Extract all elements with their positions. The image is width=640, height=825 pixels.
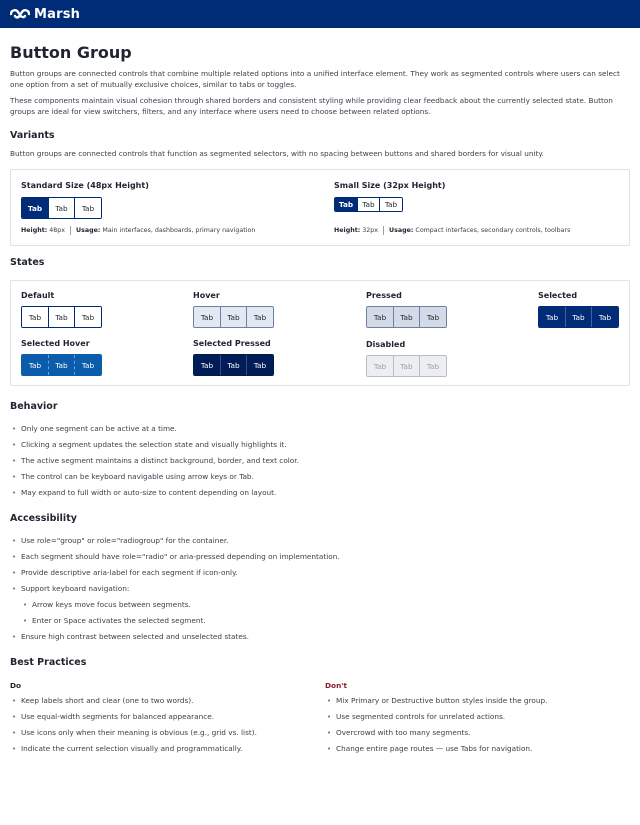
selected-pressed-tab-3[interactable]: Tab	[247, 355, 273, 375]
states-heading: States	[10, 257, 45, 268]
small-meta	[334, 226, 570, 235]
standard-usage-label: Usage:	[75, 227, 101, 234]
variants-heading: Variants	[10, 130, 55, 141]
state-hover-label: Hover	[193, 291, 220, 300]
dont-label: Don't	[325, 681, 347, 690]
list-item: • Use role="group" or role="radiogroup" for the container.	[10, 536, 340, 552]
disabled-button-group	[366, 355, 447, 377]
selected-tab-1[interactable]: Tab	[539, 307, 566, 327]
dont-list	[325, 696, 547, 760]
list-item: • Use equal-width segments for balanced appearance.	[10, 712, 257, 728]
list-item: • Mix Primary or Destructive button styles inside the group.	[325, 696, 547, 712]
pressed-tab-2[interactable]: Tab	[394, 307, 420, 327]
list-item: • Keep labels short and clear (one to two words).	[10, 696, 257, 712]
standard-height-value: 48px	[49, 227, 65, 234]
meta-divider	[383, 226, 384, 235]
state-disabled-label: Disabled	[366, 340, 406, 349]
brand-name: Marsh	[34, 6, 81, 22]
pressed-tab-1[interactable]: Tab	[367, 307, 394, 327]
selected-hover-tab-2[interactable]: Tab	[49, 355, 75, 375]
state-selected-label: Selected	[538, 291, 578, 300]
selected-pressed-tab-2[interactable]: Tab	[221, 355, 247, 375]
meta-divider	[70, 226, 71, 235]
list-item: • The control can be keyboard navigable using arrow keys or Tab.	[10, 472, 299, 488]
top-bar	[0, 0, 640, 28]
selected-pressed-tab-1[interactable]: Tab	[194, 355, 221, 375]
standard-tab-3[interactable]: Tab	[75, 198, 101, 218]
selected-tab-2[interactable]: Tab	[566, 307, 592, 327]
behavior-list	[10, 424, 299, 504]
list-item: • Support keyboard navigation:	[10, 584, 340, 600]
accessibility-heading: Accessibility	[10, 513, 77, 524]
default-tab-2[interactable]: Tab	[49, 307, 75, 327]
list-item: • Only one segment can be active at a time.	[10, 424, 299, 440]
standard-usage-value: Main interfaces, dashboards, primary navigation	[102, 227, 256, 234]
default-button-group	[21, 306, 102, 328]
list-item: • Ensure high contrast between selected and unselected states.	[10, 632, 340, 648]
selected-button-group	[538, 306, 619, 328]
page-title: Button Group	[10, 43, 132, 62]
small-size-label: Small Size (32px Height)	[334, 181, 446, 190]
default-tab-3[interactable]: Tab	[75, 307, 101, 327]
marsh-logo-icon	[10, 8, 30, 20]
list-item: • Each segment should have role="radio" or aria-pressed depending on implementation.	[10, 552, 340, 568]
small-height-value: 32px	[362, 227, 378, 234]
list-item: • Overcrowd with too many segments.	[325, 728, 547, 744]
behavior-heading: Behavior	[10, 401, 58, 412]
variants-subtitle: Button groups are connected controls that function as segmented selectors, with no spacing between buttons and shared borders for visual unity.	[10, 149, 544, 158]
hover-tab-2[interactable]: Tab	[221, 307, 247, 327]
small-height-label: Height:	[334, 227, 361, 234]
selected-hover-tab-1[interactable]: Tab	[22, 355, 49, 375]
hover-button-group	[193, 306, 274, 328]
small-button-group	[334, 197, 403, 212]
list-item: • May expand to full width or auto-size to content depending on layout.	[10, 488, 299, 504]
best-practices-heading: Best Practices	[10, 657, 87, 668]
disabled-tab-1: Tab	[367, 356, 394, 376]
small-usage-label: Usage:	[388, 227, 414, 234]
selected-hover-button-group	[21, 354, 102, 376]
list-item: • Use segmented controls for unrelated actions.	[325, 712, 547, 728]
small-tab-3[interactable]: Tab	[380, 198, 402, 211]
states-card	[10, 280, 630, 386]
state-selected-pressed-label: Selected Pressed	[193, 339, 271, 348]
brand-logo[interactable]	[10, 7, 80, 22]
standard-tab-2[interactable]: Tab	[49, 198, 75, 218]
do-label: Do	[10, 681, 22, 690]
small-usage-value: Compact interfaces, secondary controls, toolbars	[415, 227, 571, 234]
small-tab-2[interactable]: Tab	[358, 198, 380, 211]
do-list	[10, 696, 257, 760]
hover-tab-3[interactable]: Tab	[247, 307, 273, 327]
selected-hover-tab-3[interactable]: Tab	[75, 355, 101, 375]
accessibility-list	[10, 536, 340, 648]
pressed-button-group	[366, 306, 447, 328]
intro-paragraph-1: Button groups are connected controls that combine multiple related options into a unified interface element. They work as segmented controls where users can select one option from a set of mutually exclusive choices, similar to tabs or toggles.	[10, 69, 620, 89]
standard-height-label: Height:	[21, 227, 48, 234]
list-item-nested: • Enter or Space activates the selected segment.	[10, 616, 340, 632]
list-item: • Use icons only when their meaning is obvious (e.g., grid vs. list).	[10, 728, 257, 744]
list-item: • Change entire page routes — use Tabs for navigation.	[325, 744, 547, 760]
standard-size-label: Standard Size (48px Height)	[21, 181, 149, 190]
list-item-nested: • Arrow keys move focus between segments.	[10, 600, 340, 616]
standard-tab-1[interactable]: Tab	[22, 198, 49, 218]
variants-card	[10, 169, 630, 246]
selected-pressed-button-group	[193, 354, 274, 376]
state-pressed-label: Pressed	[366, 291, 402, 300]
hover-tab-1[interactable]: Tab	[194, 307, 221, 327]
standard-button-group	[21, 197, 102, 219]
state-default-label: Default	[21, 291, 55, 300]
standard-meta	[21, 226, 255, 235]
list-item: • Indicate the current selection visually and programmatically.	[10, 744, 257, 760]
list-item: • Clicking a segment updates the selection state and visually highlights it.	[10, 440, 299, 456]
list-item: • The active segment maintains a distinct background, border, and text color.	[10, 456, 299, 472]
intro-paragraph-2: These components maintain visual cohesion through shared borders and consistent styling while providing clear feedback about the currently selected state. Button groups are ideal for view switchers, filters, and any interface where users need to choose between related options.	[10, 96, 613, 116]
list-item: • Provide descriptive aria-label for each segment if icon-only.	[10, 568, 340, 584]
default-tab-1[interactable]: Tab	[22, 307, 49, 327]
small-tab-1[interactable]: Tab	[335, 198, 358, 211]
disabled-tab-3: Tab	[420, 356, 446, 376]
state-selected-hover-label: Selected Hover	[21, 339, 90, 348]
selected-tab-3[interactable]: Tab	[592, 307, 618, 327]
disabled-tab-2: Tab	[394, 356, 420, 376]
pressed-tab-3[interactable]: Tab	[420, 307, 446, 327]
